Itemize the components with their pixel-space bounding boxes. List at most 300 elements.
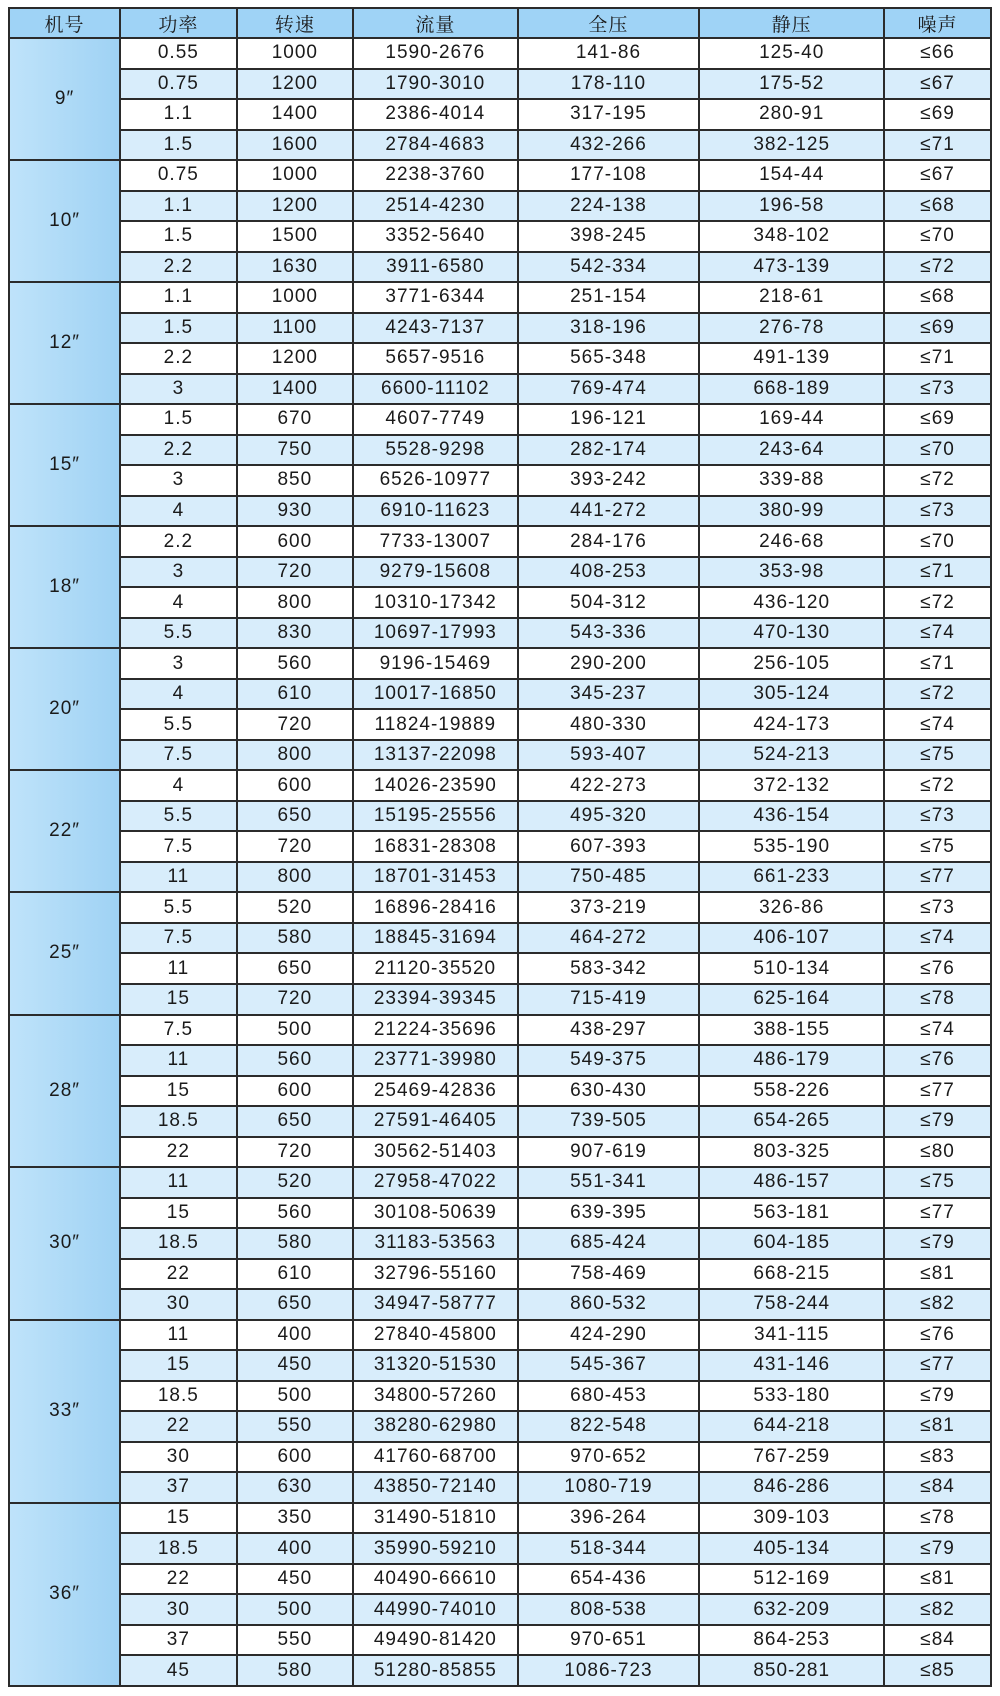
header-power: 功率 xyxy=(120,8,236,38)
total-pressure-cell: 196-121 xyxy=(518,404,700,435)
table-row xyxy=(9,1167,991,1198)
static-pressure-cell: 563-181 xyxy=(699,1198,884,1229)
noise-cell: ≤77 xyxy=(884,862,991,893)
table-row xyxy=(9,404,991,435)
table-row xyxy=(9,343,991,374)
airflow-cell: 5657-9516 xyxy=(353,343,518,374)
airflow-cell: 51280-85855 xyxy=(353,1655,518,1686)
noise-cell: ≤67 xyxy=(884,69,991,100)
airflow-cell: 2386-4014 xyxy=(353,99,518,130)
airflow-cell: 44990-74010 xyxy=(353,1594,518,1625)
static-pressure-cell: 256-105 xyxy=(699,648,884,679)
total-pressure-cell: 739-505 xyxy=(518,1106,700,1137)
static-pressure-cell: 486-179 xyxy=(699,1045,884,1076)
airflow-cell: 1790-3010 xyxy=(353,69,518,100)
static-pressure-cell: 169-44 xyxy=(699,404,884,435)
table-row xyxy=(9,892,991,923)
speed-cell: 560 xyxy=(237,1045,353,1076)
static-pressure-cell: 280-91 xyxy=(699,99,884,130)
table-row xyxy=(9,1411,991,1442)
speed-cell: 400 xyxy=(237,1320,353,1351)
total-pressure-cell: 251-154 xyxy=(518,282,700,313)
noise-cell: ≤78 xyxy=(884,1503,991,1534)
power-cell: 11 xyxy=(120,1045,236,1076)
model-cell: 15″ xyxy=(9,404,120,526)
model-cell: 20″ xyxy=(9,648,120,770)
power-cell: 4 xyxy=(120,587,236,618)
airflow-cell: 1590-2676 xyxy=(353,38,518,69)
total-pressure-cell: 432-266 xyxy=(518,130,700,161)
airflow-cell: 27591-46405 xyxy=(353,1106,518,1137)
static-pressure-cell: 243-64 xyxy=(699,435,884,466)
noise-cell: ≤77 xyxy=(884,1076,991,1107)
total-pressure-cell: 542-334 xyxy=(518,252,700,283)
airflow-cell: 13137-22098 xyxy=(353,740,518,771)
power-cell: 0.75 xyxy=(120,69,236,100)
speed-cell: 400 xyxy=(237,1533,353,1564)
total-pressure-cell: 284-176 xyxy=(518,526,700,557)
table-row xyxy=(9,1655,991,1686)
speed-cell: 720 xyxy=(237,709,353,740)
speed-cell: 450 xyxy=(237,1350,353,1381)
speed-cell: 600 xyxy=(237,526,353,557)
speed-cell: 650 xyxy=(237,953,353,984)
noise-cell: ≤74 xyxy=(884,709,991,740)
table-row xyxy=(9,1289,991,1320)
airflow-cell: 2238-3760 xyxy=(353,160,518,191)
speed-cell: 350 xyxy=(237,1503,353,1534)
power-cell: 15 xyxy=(120,1198,236,1229)
noise-cell: ≤70 xyxy=(884,526,991,557)
airflow-cell: 15195-25556 xyxy=(353,801,518,832)
static-pressure-cell: 850-281 xyxy=(699,1655,884,1686)
header-row xyxy=(9,8,991,38)
table-row xyxy=(9,160,991,191)
speed-cell: 550 xyxy=(237,1411,353,1442)
total-pressure-cell: 549-375 xyxy=(518,1045,700,1076)
total-pressure-cell: 318-196 xyxy=(518,313,700,344)
airflow-cell: 25469-42836 xyxy=(353,1076,518,1107)
table-row xyxy=(9,496,991,527)
noise-cell: ≤79 xyxy=(884,1228,991,1259)
power-cell: 3 xyxy=(120,465,236,496)
speed-cell: 750 xyxy=(237,435,353,466)
noise-cell: ≤69 xyxy=(884,99,991,130)
speed-cell: 720 xyxy=(237,557,353,588)
static-pressure-cell: 524-213 xyxy=(699,740,884,771)
airflow-cell: 4607-7749 xyxy=(353,404,518,435)
static-pressure-cell: 406-107 xyxy=(699,923,884,954)
static-pressure-cell: 486-157 xyxy=(699,1167,884,1198)
table-row xyxy=(9,282,991,313)
airflow-cell: 10310-17342 xyxy=(353,587,518,618)
noise-cell: ≤77 xyxy=(884,1198,991,1229)
airflow-cell: 2784-4683 xyxy=(353,130,518,161)
speed-cell: 1400 xyxy=(237,374,353,405)
noise-cell: ≤75 xyxy=(884,831,991,862)
airflow-cell: 38280-62980 xyxy=(353,1411,518,1442)
power-cell: 3 xyxy=(120,648,236,679)
power-cell: 3 xyxy=(120,374,236,405)
static-pressure-cell: 341-115 xyxy=(699,1320,884,1351)
table-row xyxy=(9,770,991,801)
static-pressure-cell: 473-139 xyxy=(699,252,884,283)
table-row xyxy=(9,1381,991,1412)
static-pressure-cell: 470-130 xyxy=(699,618,884,649)
static-pressure-cell: 424-173 xyxy=(699,709,884,740)
total-pressure-cell: 504-312 xyxy=(518,587,700,618)
total-pressure-cell: 545-367 xyxy=(518,1350,700,1381)
static-pressure-cell: 353-98 xyxy=(699,557,884,588)
noise-cell: ≤83 xyxy=(884,1442,991,1473)
noise-cell: ≤74 xyxy=(884,923,991,954)
speed-cell: 600 xyxy=(237,1442,353,1473)
table-row xyxy=(9,1472,991,1503)
airflow-cell: 31183-53563 xyxy=(353,1228,518,1259)
airflow-cell: 31320-51530 xyxy=(353,1350,518,1381)
airflow-cell: 3771-6344 xyxy=(353,282,518,313)
noise-cell: ≤68 xyxy=(884,282,991,313)
static-pressure-cell: 512-169 xyxy=(699,1564,884,1595)
table-row xyxy=(9,374,991,405)
static-pressure-cell: 218-61 xyxy=(699,282,884,313)
airflow-cell: 6910-11623 xyxy=(353,496,518,527)
total-pressure-cell: 177-108 xyxy=(518,160,700,191)
table-row xyxy=(9,1594,991,1625)
speed-cell: 650 xyxy=(237,1289,353,1320)
total-pressure-cell: 495-320 xyxy=(518,801,700,832)
power-cell: 11 xyxy=(120,862,236,893)
noise-cell: ≤71 xyxy=(884,343,991,374)
noise-cell: ≤82 xyxy=(884,1289,991,1320)
table-row xyxy=(9,191,991,222)
table-row xyxy=(9,557,991,588)
table-row xyxy=(9,1228,991,1259)
total-pressure-cell: 685-424 xyxy=(518,1228,700,1259)
table-row xyxy=(9,313,991,344)
noise-cell: ≤85 xyxy=(884,1655,991,1686)
airflow-cell: 16896-28416 xyxy=(353,892,518,923)
total-pressure-cell: 715-419 xyxy=(518,984,700,1015)
table-row xyxy=(9,1045,991,1076)
table-row xyxy=(9,1320,991,1351)
power-cell: 30 xyxy=(120,1289,236,1320)
speed-cell: 1000 xyxy=(237,38,353,69)
static-pressure-cell: 510-134 xyxy=(699,953,884,984)
static-pressure-cell: 558-226 xyxy=(699,1076,884,1107)
static-pressure-cell: 431-146 xyxy=(699,1350,884,1381)
total-pressure-cell: 750-485 xyxy=(518,862,700,893)
total-pressure-cell: 630-430 xyxy=(518,1076,700,1107)
total-pressure-cell: 822-548 xyxy=(518,1411,700,1442)
fan-spec-table xyxy=(8,7,992,1687)
total-pressure-cell: 393-242 xyxy=(518,465,700,496)
speed-cell: 1500 xyxy=(237,221,353,252)
total-pressure-cell: 860-532 xyxy=(518,1289,700,1320)
static-pressure-cell: 309-103 xyxy=(699,1503,884,1534)
table-row xyxy=(9,526,991,557)
speed-cell: 1630 xyxy=(237,252,353,283)
power-cell: 1.5 xyxy=(120,130,236,161)
airflow-cell: 21120-35520 xyxy=(353,953,518,984)
power-cell: 5.5 xyxy=(120,892,236,923)
total-pressure-cell: 970-651 xyxy=(518,1625,700,1656)
table-row xyxy=(9,1350,991,1381)
speed-cell: 500 xyxy=(237,1015,353,1046)
power-cell: 4 xyxy=(120,770,236,801)
noise-cell: ≤71 xyxy=(884,648,991,679)
noise-cell: ≤72 xyxy=(884,770,991,801)
noise-cell: ≤74 xyxy=(884,618,991,649)
header-airflow: 流量 xyxy=(353,8,518,38)
airflow-cell: 10697-17993 xyxy=(353,618,518,649)
model-cell: 28″ xyxy=(9,1015,120,1168)
static-pressure-cell: 382-125 xyxy=(699,130,884,161)
noise-cell: ≤74 xyxy=(884,1015,991,1046)
noise-cell: ≤69 xyxy=(884,313,991,344)
static-pressure-cell: 305-124 xyxy=(699,679,884,710)
power-cell: 30 xyxy=(120,1594,236,1625)
table-row xyxy=(9,984,991,1015)
table-row xyxy=(9,862,991,893)
table-row xyxy=(9,99,991,130)
power-cell: 0.75 xyxy=(120,160,236,191)
noise-cell: ≤73 xyxy=(884,496,991,527)
static-pressure-cell: 846-286 xyxy=(699,1472,884,1503)
airflow-cell: 18845-31694 xyxy=(353,923,518,954)
static-pressure-cell: 654-265 xyxy=(699,1106,884,1137)
power-cell: 1.1 xyxy=(120,99,236,130)
power-cell: 0.55 xyxy=(120,38,236,69)
static-pressure-cell: 661-233 xyxy=(699,862,884,893)
total-pressure-cell: 178-110 xyxy=(518,69,700,100)
power-cell: 7.5 xyxy=(120,831,236,862)
table-row xyxy=(9,953,991,984)
noise-cell: ≤72 xyxy=(884,679,991,710)
table-row xyxy=(9,130,991,161)
table-row xyxy=(9,69,991,100)
table-body xyxy=(9,38,991,1686)
noise-cell: ≤67 xyxy=(884,160,991,191)
power-cell: 22 xyxy=(120,1259,236,1290)
power-cell: 37 xyxy=(120,1625,236,1656)
power-cell: 15 xyxy=(120,1076,236,1107)
noise-cell: ≤77 xyxy=(884,1350,991,1381)
power-cell: 4 xyxy=(120,679,236,710)
noise-cell: ≤79 xyxy=(884,1533,991,1564)
table-row xyxy=(9,831,991,862)
speed-cell: 520 xyxy=(237,1167,353,1198)
speed-cell: 1400 xyxy=(237,99,353,130)
airflow-cell: 23771-39980 xyxy=(353,1045,518,1076)
airflow-cell: 34947-58777 xyxy=(353,1289,518,1320)
noise-cell: ≤73 xyxy=(884,801,991,832)
model-cell: 30″ xyxy=(9,1167,120,1320)
table-row xyxy=(9,1137,991,1168)
speed-cell: 650 xyxy=(237,1106,353,1137)
noise-cell: ≤71 xyxy=(884,130,991,161)
airflow-cell: 6600-11102 xyxy=(353,374,518,405)
airflow-cell: 27840-45800 xyxy=(353,1320,518,1351)
noise-cell: ≤81 xyxy=(884,1411,991,1442)
noise-cell: ≤75 xyxy=(884,1167,991,1198)
power-cell: 7.5 xyxy=(120,923,236,954)
table-row xyxy=(9,1625,991,1656)
total-pressure-cell: 1080-719 xyxy=(518,1472,700,1503)
noise-cell: ≤79 xyxy=(884,1106,991,1137)
speed-cell: 600 xyxy=(237,1076,353,1107)
speed-cell: 1200 xyxy=(237,191,353,222)
airflow-cell: 31490-51810 xyxy=(353,1503,518,1534)
static-pressure-cell: 625-164 xyxy=(699,984,884,1015)
airflow-cell: 4243-7137 xyxy=(353,313,518,344)
total-pressure-cell: 398-245 xyxy=(518,221,700,252)
table-row xyxy=(9,1533,991,1564)
table-row xyxy=(9,1442,991,1473)
noise-cell: ≤84 xyxy=(884,1472,991,1503)
table-row xyxy=(9,1503,991,1534)
table-row xyxy=(9,1076,991,1107)
speed-cell: 720 xyxy=(237,984,353,1015)
power-cell: 5.5 xyxy=(120,618,236,649)
speed-cell: 450 xyxy=(237,1564,353,1595)
noise-cell: ≤69 xyxy=(884,404,991,435)
airflow-cell: 14026-23590 xyxy=(353,770,518,801)
speed-cell: 720 xyxy=(237,1137,353,1168)
airflow-cell: 9196-15469 xyxy=(353,648,518,679)
static-pressure-cell: 767-259 xyxy=(699,1442,884,1473)
airflow-cell: 41760-68700 xyxy=(353,1442,518,1473)
power-cell: 22 xyxy=(120,1137,236,1168)
noise-cell: ≤73 xyxy=(884,892,991,923)
model-cell: 10″ xyxy=(9,160,120,282)
power-cell: 7.5 xyxy=(120,1015,236,1046)
model-cell: 25″ xyxy=(9,892,120,1014)
speed-cell: 800 xyxy=(237,862,353,893)
speed-cell: 560 xyxy=(237,1198,353,1229)
noise-cell: ≤73 xyxy=(884,374,991,405)
total-pressure-cell: 464-272 xyxy=(518,923,700,954)
airflow-cell: 10017-16850 xyxy=(353,679,518,710)
power-cell: 11 xyxy=(120,1167,236,1198)
power-cell: 1.5 xyxy=(120,221,236,252)
power-cell: 1.1 xyxy=(120,191,236,222)
airflow-cell: 7733-13007 xyxy=(353,526,518,557)
total-pressure-cell: 518-344 xyxy=(518,1533,700,1564)
static-pressure-cell: 864-253 xyxy=(699,1625,884,1656)
speed-cell: 830 xyxy=(237,618,353,649)
header-speed: 转速 xyxy=(237,8,353,38)
speed-cell: 500 xyxy=(237,1594,353,1625)
total-pressure-cell: 907-619 xyxy=(518,1137,700,1168)
table-row xyxy=(9,923,991,954)
power-cell: 4 xyxy=(120,496,236,527)
static-pressure-cell: 803-325 xyxy=(699,1137,884,1168)
model-cell: 12″ xyxy=(9,282,120,404)
speed-cell: 1200 xyxy=(237,69,353,100)
table-row xyxy=(9,679,991,710)
airflow-cell: 34800-57260 xyxy=(353,1381,518,1412)
static-pressure-cell: 339-88 xyxy=(699,465,884,496)
total-pressure-cell: 654-436 xyxy=(518,1564,700,1595)
total-pressure-cell: 639-395 xyxy=(518,1198,700,1229)
noise-cell: ≤72 xyxy=(884,252,991,283)
table-row xyxy=(9,648,991,679)
static-pressure-cell: 535-190 xyxy=(699,831,884,862)
airflow-cell: 40490-66610 xyxy=(353,1564,518,1595)
static-pressure-cell: 196-58 xyxy=(699,191,884,222)
noise-cell: ≤76 xyxy=(884,1320,991,1351)
airflow-cell: 27958-47022 xyxy=(353,1167,518,1198)
static-pressure-cell: 758-244 xyxy=(699,1289,884,1320)
airflow-cell: 18701-31453 xyxy=(353,862,518,893)
total-pressure-cell: 607-393 xyxy=(518,831,700,862)
speed-cell: 1000 xyxy=(237,160,353,191)
speed-cell: 720 xyxy=(237,831,353,862)
noise-cell: ≤71 xyxy=(884,557,991,588)
header-static-pressure: 静压 xyxy=(699,8,884,38)
speed-cell: 600 xyxy=(237,770,353,801)
noise-cell: ≤66 xyxy=(884,38,991,69)
power-cell: 22 xyxy=(120,1411,236,1442)
table-row xyxy=(9,221,991,252)
speed-cell: 550 xyxy=(237,1625,353,1656)
table-row xyxy=(9,1015,991,1046)
speed-cell: 1000 xyxy=(237,282,353,313)
static-pressure-cell: 125-40 xyxy=(699,38,884,69)
static-pressure-cell: 380-99 xyxy=(699,496,884,527)
total-pressure-cell: 583-342 xyxy=(518,953,700,984)
power-cell: 7.5 xyxy=(120,740,236,771)
power-cell: 22 xyxy=(120,1564,236,1595)
table-row xyxy=(9,801,991,832)
noise-cell: ≤84 xyxy=(884,1625,991,1656)
speed-cell: 580 xyxy=(237,1655,353,1686)
total-pressure-cell: 680-453 xyxy=(518,1381,700,1412)
total-pressure-cell: 769-474 xyxy=(518,374,700,405)
noise-cell: ≤76 xyxy=(884,1045,991,1076)
static-pressure-cell: 436-154 xyxy=(699,801,884,832)
model-cell: 18″ xyxy=(9,526,120,648)
model-cell: 9″ xyxy=(9,38,120,160)
total-pressure-cell: 373-219 xyxy=(518,892,700,923)
airflow-cell: 2514-4230 xyxy=(353,191,518,222)
noise-cell: ≤79 xyxy=(884,1381,991,1412)
table-row xyxy=(9,1198,991,1229)
speed-cell: 610 xyxy=(237,679,353,710)
static-pressure-cell: 668-189 xyxy=(699,374,884,405)
static-pressure-cell: 436-120 xyxy=(699,587,884,618)
airflow-cell: 9279-15608 xyxy=(353,557,518,588)
power-cell: 18.5 xyxy=(120,1106,236,1137)
noise-cell: ≤70 xyxy=(884,221,991,252)
static-pressure-cell: 154-44 xyxy=(699,160,884,191)
static-pressure-cell: 533-180 xyxy=(699,1381,884,1412)
noise-cell: ≤76 xyxy=(884,953,991,984)
total-pressure-cell: 593-407 xyxy=(518,740,700,771)
total-pressure-cell: 441-272 xyxy=(518,496,700,527)
static-pressure-cell: 604-185 xyxy=(699,1228,884,1259)
speed-cell: 800 xyxy=(237,740,353,771)
speed-cell: 500 xyxy=(237,1381,353,1412)
power-cell: 5.5 xyxy=(120,709,236,740)
speed-cell: 1100 xyxy=(237,313,353,344)
model-cell: 33″ xyxy=(9,1320,120,1503)
noise-cell: ≤81 xyxy=(884,1259,991,1290)
speed-cell: 610 xyxy=(237,1259,353,1290)
power-cell: 18.5 xyxy=(120,1533,236,1564)
noise-cell: ≤82 xyxy=(884,1594,991,1625)
